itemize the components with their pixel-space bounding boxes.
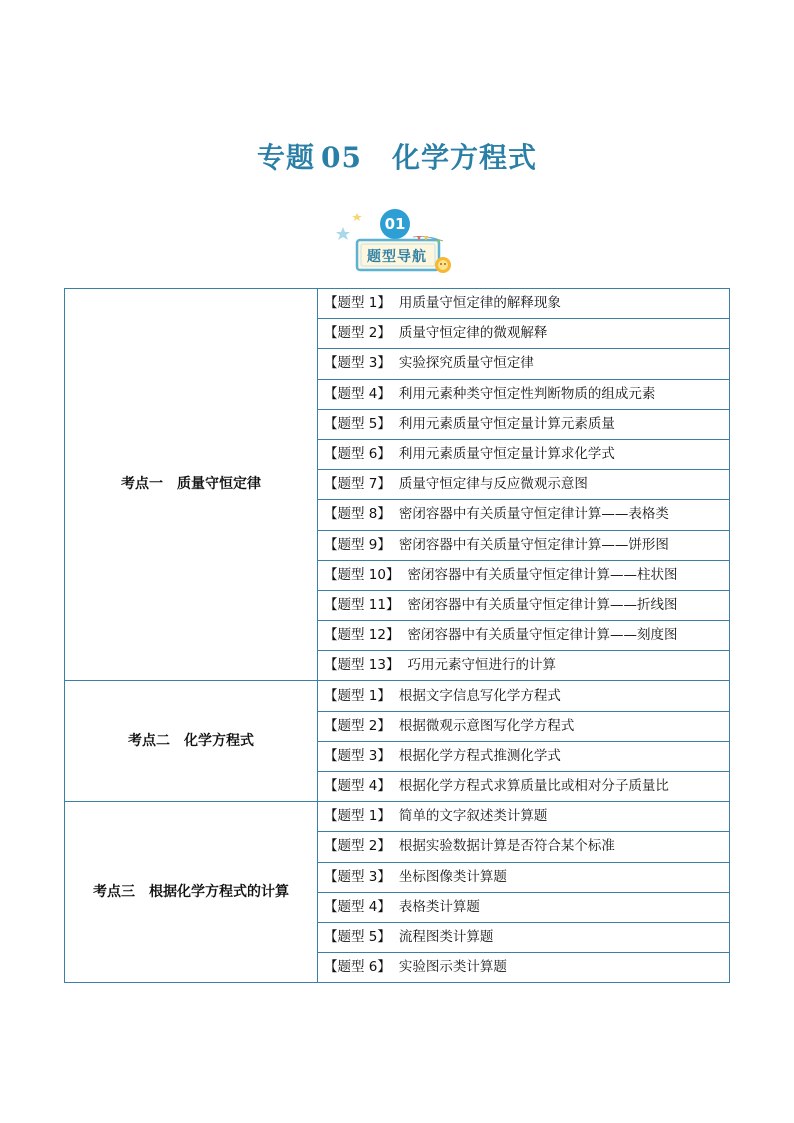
title-number: 05 xyxy=(321,141,362,174)
question-type-tag: 【题型 8】 xyxy=(324,506,391,523)
question-type-text: 密闭容器中有关质量守恒定律计算——折线图 xyxy=(407,596,678,613)
question-type-item xyxy=(318,802,730,832)
question-type-text: 根据微观示意图写化学方程式 xyxy=(398,717,575,734)
question-type-text: 简单的文字叙述类计算题 xyxy=(398,808,548,825)
question-type-text: 流程图类计算题 xyxy=(398,929,494,946)
question-type-item xyxy=(318,439,730,469)
badge-number: 01 xyxy=(384,215,406,233)
question-type-tag: 【题型 3】 xyxy=(324,747,391,764)
question-type-tag: 【题型 5】 xyxy=(324,929,391,946)
question-type-item xyxy=(318,681,730,711)
question-type-tag: 【题型 1】 xyxy=(324,295,391,312)
question-type-item xyxy=(318,892,730,922)
question-type-tag: 【题型 12】 xyxy=(324,627,400,644)
question-type-tag: 【题型 1】 xyxy=(324,808,391,825)
question-type-item xyxy=(318,500,730,530)
question-type-text: 表格类计算题 xyxy=(398,898,480,915)
question-type-text: 根据化学方程式推测化学式 xyxy=(398,747,561,764)
question-type-item xyxy=(318,922,730,952)
question-type-text: 根据实验数据计算是否符合某个标准 xyxy=(398,838,615,855)
question-type-item xyxy=(318,741,730,771)
title-name: 化学方程式 xyxy=(391,141,537,174)
question-type-text: 坐标图像类计算题 xyxy=(398,868,507,885)
question-type-tag: 【题型 5】 xyxy=(324,415,391,432)
question-type-item xyxy=(318,711,730,741)
question-type-text: 密闭容器中有关质量守恒定律计算——表格类 xyxy=(398,506,669,523)
question-type-text: 根据化学方程式求算质量比或相对分子质量比 xyxy=(398,778,669,795)
question-type-tag: 【题型 2】 xyxy=(324,838,391,855)
question-type-item xyxy=(318,349,730,379)
question-type-text: 利用元素质量守恒定量计算元素质量 xyxy=(398,415,615,432)
question-type-item xyxy=(318,832,730,862)
question-type-tag: 【题型 13】 xyxy=(324,657,400,674)
question-type-item xyxy=(318,289,730,319)
question-type-text: 密闭容器中有关质量守恒定律计算——饼形图 xyxy=(398,536,669,553)
table-row xyxy=(65,681,730,711)
question-type-text: 密闭容器中有关质量守恒定律计算——柱状图 xyxy=(407,566,678,583)
question-type-tag: 【题型 10】 xyxy=(324,566,400,583)
question-type-item xyxy=(318,319,730,349)
question-type-item xyxy=(318,621,730,651)
question-type-tag: 【题型 1】 xyxy=(324,687,391,704)
question-type-text: 实验图示类计算题 xyxy=(398,959,507,976)
question-type-text: 实验探究质量守恒定律 xyxy=(398,355,534,372)
question-type-text: 巧用元素守恒进行的计算 xyxy=(407,657,556,674)
question-type-item xyxy=(318,560,730,590)
question-type-tag: 【题型 6】 xyxy=(324,446,391,463)
question-type-tag: 【题型 3】 xyxy=(324,868,391,885)
question-type-tag: 【题型 9】 xyxy=(324,536,391,553)
title-prefix: 专题 xyxy=(257,141,316,174)
question-type-text: 利用元素质量守恒定量计算求化学式 xyxy=(398,446,615,463)
question-type-tag: 【题型 2】 xyxy=(324,325,391,342)
question-type-item xyxy=(318,530,730,560)
question-type-tag: 【题型 3】 xyxy=(324,355,391,372)
question-type-tag: 【题型 4】 xyxy=(324,778,391,795)
question-type-item xyxy=(318,379,730,409)
question-type-item xyxy=(318,651,730,681)
section-badge xyxy=(335,205,460,280)
question-type-item xyxy=(318,772,730,802)
question-type-text: 根据文字信息写化学方程式 xyxy=(398,687,561,704)
section-name: 考点一 质量守恒定律 xyxy=(65,289,318,681)
page-title xyxy=(0,136,794,176)
question-type-tag: 【题型 2】 xyxy=(324,717,391,734)
question-type-table xyxy=(64,288,730,983)
question-type-item xyxy=(318,590,730,620)
question-type-item xyxy=(318,862,730,892)
table-row xyxy=(65,289,730,319)
question-type-item xyxy=(318,953,730,983)
question-type-text: 用质量守恒定律的解释现象 xyxy=(398,295,561,312)
section-name: 考点二 化学方程式 xyxy=(65,681,318,802)
question-type-text: 质量守恒定律与反应微观示意图 xyxy=(398,476,588,493)
question-type-tag: 【题型 7】 xyxy=(324,476,391,493)
question-type-text: 利用元素种类守恒定性判断物质的组成元素 xyxy=(398,385,656,402)
question-type-tag: 【题型 6】 xyxy=(324,959,391,976)
question-type-text: 密闭容器中有关质量守恒定律计算——刻度图 xyxy=(407,627,678,644)
question-type-tag: 【题型 11】 xyxy=(324,596,400,613)
question-type-text: 质量守恒定律的微观解释 xyxy=(398,325,548,342)
section-name: 考点三 根据化学方程式的计算 xyxy=(65,802,318,983)
badge-label: 题型导航 xyxy=(367,249,427,265)
table-row xyxy=(65,802,730,832)
question-type-tag: 【题型 4】 xyxy=(324,898,391,915)
question-type-item xyxy=(318,409,730,439)
question-type-item xyxy=(318,470,730,500)
question-type-tag: 【题型 4】 xyxy=(324,385,391,402)
